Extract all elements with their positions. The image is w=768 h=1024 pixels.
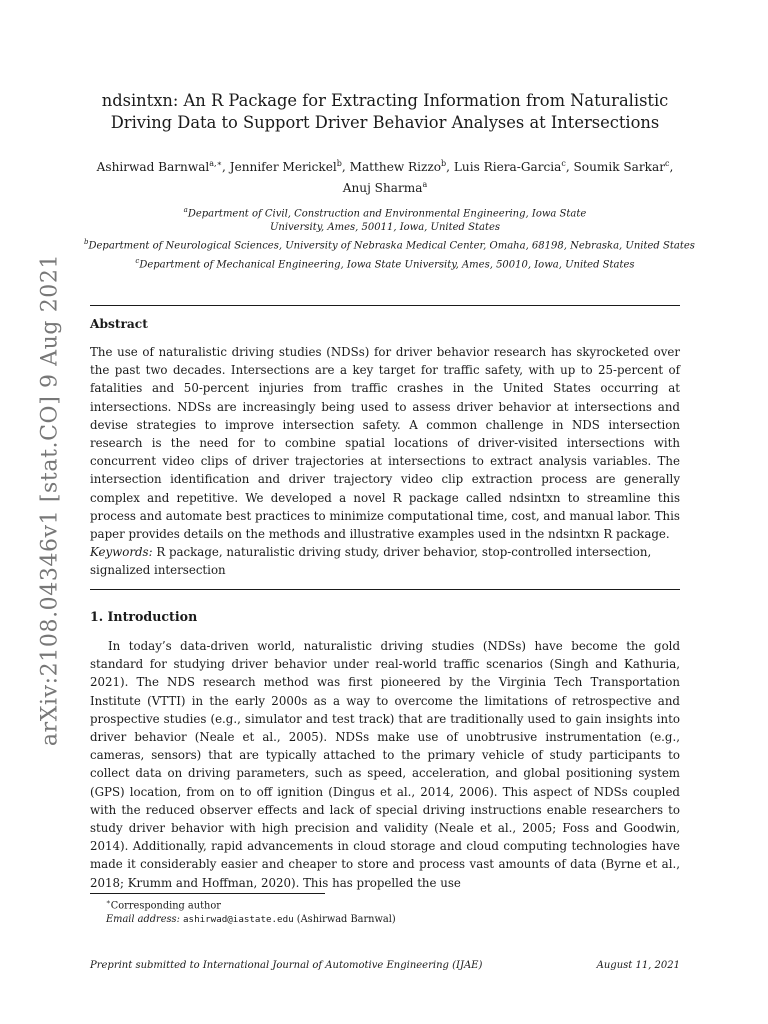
abstract-bottom-rule xyxy=(90,589,680,590)
footnote xyxy=(106,896,666,926)
author-list xyxy=(90,155,680,197)
affiliation-continued: University, Ames, 50011, Iowa, United States xyxy=(269,222,501,234)
author: Anuj Sharma$^a$ xyxy=(342,180,428,196)
email-note: Email address: ashirwad@iastate.edu (Ashirwad Barnwal) xyxy=(106,913,396,925)
corresponding-author-note: ∗Corresponding author xyxy=(106,898,221,912)
introduction-text: In today’s data-driven world, naturalistic driving studies (NDSs) have become the gold standard for studying driver behavior under real-world traffic scenarios (Singh and Kathuria, 2021). The NDS research method was first pioneered by the Virginia Tech Transportation Institute (VTTI) in the early 2000s as a way to overcome the limitations of retrospective and prospective studies (e.g., simulator and test track) that are traditionally used to gain insights into driver behavior (Neale et al., 2005). NDSs make use of unobtrusive instrumentation (e.g., cameras, sensors) that are typically attached to the primary vehicle of study participants to collect data on driving parameters, such as speed, acceleration, and global positioning system (GPS) location, from on to off ignition (Dingus et al., 2014, 2006). This aspect of NDSs coupled with the reduced observer effects and lack of special driving instructions enable researchers to study driver behavior with high precision and validity (Neale et al., 2005; Foss and Goodwin, 2014). Additionally, rapid advancements in cloud storage and cloud computing technologies have made it considerably easier and cheaper to store and process vast amounts of data (Byrne et al., 2018; Krumm and Hoffman, 2020). This has propelled the use xyxy=(90,639,680,890)
author: Soumik Sarkar$^c$, xyxy=(573,159,674,175)
abstract-top-rule xyxy=(90,305,680,306)
affiliation: $^c$Department of Mechanical Engineering, Iowa State University, Ames, 50010, Iowa, United States xyxy=(135,256,635,270)
paper-title: ndsintxn: An R Package for Extracting Information from Naturalistic Driving Data to Support Driver Behavior Analyses at Intersections xyxy=(101,91,669,132)
author: Ashirwad Barnwal$^{a,∗}$, xyxy=(96,159,230,175)
affiliation-list xyxy=(84,203,695,272)
preprint-date: August 11, 2021 xyxy=(596,960,680,971)
keywords-label: Keywords: xyxy=(90,545,153,559)
arxiv-identifier: arXiv:2108.04346v1 [stat.CO] 9 Aug 2021 xyxy=(37,253,63,747)
author: Jennifer Merickel$^b$, xyxy=(229,159,350,175)
affiliation: $^a$Department of Civil, Construction and Environmental Engineering, Iowa State xyxy=(183,206,587,220)
keywords-text: R package, naturalistic driving study, driver behavior, stop-controlled intersection, signalized intersection xyxy=(90,545,652,578)
affiliation: $^b$Department of Neurological Sciences, University of Nebraska Medical Center, Omaha, 68198, Nebraska, United States xyxy=(84,238,695,252)
keywords xyxy=(90,543,680,579)
abstract-text: The use of naturalistic driving studies (NDSs) for driver behavior research has skyrocketed over the past two decades. Intersections are a key target for traffic safety, with up to 25-percent of fatalities and 50-percent injuries from traffic crashes in the United States occurring at intersections. NDSs are increasingly being used to assess driver behavior at intersections and devise strategies to improve intersection safety. A common challenge in NDS intersection research is the need for to combine spatial locations of driver-visited intersections with concurrent video clips of driver trajectories at intersections to extract analysis variables. The intersection identification and driver trajectory video clip extraction process are generally complex and repetitive. We developed a novel R package called ndsintxn to streamline this process and automate best practices to minimize computational time, cost, and manual labor. This paper provides details on the methods and illustrative examples used in the ndsintxn R package. xyxy=(90,345,680,542)
section-heading-introduction: 1. Introduction xyxy=(90,609,198,624)
email-link[interactable]: ashirwad@iastate.edu xyxy=(183,913,294,925)
preprint-note: Preprint submitted to International Journal of Automotive Engineering (IJAE) xyxy=(90,960,483,971)
footnote-rule xyxy=(90,893,325,894)
abstract-heading: Abstract xyxy=(90,317,148,331)
author: Matthew Rizzo$^b$, xyxy=(349,159,454,175)
author: Luis Riera-Garcia$^c$, xyxy=(453,159,574,175)
